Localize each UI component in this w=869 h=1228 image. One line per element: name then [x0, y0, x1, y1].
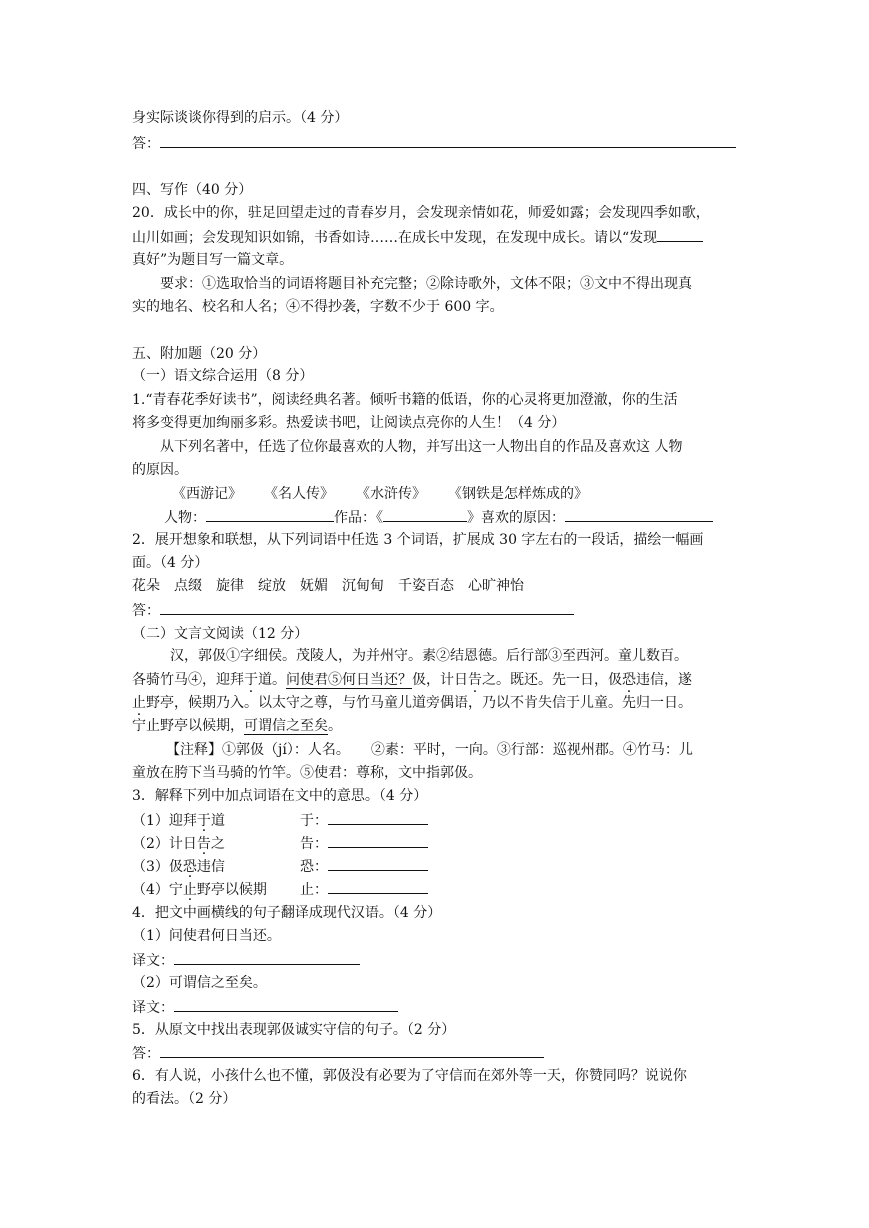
underlined-sentence-2: 可谓信之至矣	[244, 718, 328, 734]
q4-sub-1: （1）问使君何日当还。	[132, 928, 281, 944]
q3-item-4: （4）宁止野亭以候期 止：	[132, 879, 428, 899]
passage-line4: 宁止野亭以候期，可谓信之至矣。	[132, 718, 342, 734]
q4-title: 4．把文中画横线的句子翻译成现代汉语。（4 分）	[132, 905, 442, 921]
answer-blank[interactable]	[160, 600, 574, 615]
work-item: 《水浒传》	[356, 486, 426, 502]
word-item: 沉甸甸	[342, 578, 384, 594]
answer-blank[interactable]	[160, 1043, 544, 1058]
q4-answer-1: 译文：	[132, 950, 360, 970]
q20-line3: 真好”为题目写一篇文章。	[132, 252, 294, 268]
q5-title: 5．从原文中找出表现郭伋诚实守信的句子。（2 分）	[132, 1022, 456, 1038]
title-blank[interactable]	[657, 227, 703, 242]
answer-blank[interactable]	[328, 856, 428, 871]
q5-answer: 答：	[132, 1043, 544, 1063]
section-5-title: 五、附加题（20 分）	[132, 346, 267, 362]
q2-line2: 面。（4 分）	[132, 555, 209, 571]
q6-line2: 的看法。（2 分）	[132, 1091, 237, 1107]
q3-item-1: （1）迎拜于道 于：	[132, 810, 428, 830]
q4-answer-2: 译文：	[132, 997, 398, 1017]
q20-line2: 山川如画；会发现知识如锦，书香如诗……在成长中发现，在发现中成长。请以“发现	[132, 227, 703, 247]
q2-answer: 答：	[132, 600, 574, 620]
q1-answer-row: 人物： 作品：《 》喜欢的原因：	[164, 507, 713, 527]
q3-title: 3．解释下列中加点词语在文中的意思。（4 分）	[132, 788, 428, 804]
works-list	[172, 484, 610, 504]
answer-blank[interactable]	[328, 810, 428, 825]
work-item: 《西游记》	[172, 486, 242, 502]
translation-blank[interactable]	[174, 997, 398, 1012]
q20-req-2: 实的地名、校名和人名；④不得抄袭，字数不少于 600 字。	[132, 299, 504, 315]
q3-item-3: （3）伋恐违信 恐：	[132, 856, 428, 876]
note-line2: 童放在胯下当马骑的竹竿。⑤使君：尊称，文中指郭伋。	[132, 765, 482, 781]
q19-tail: 身实际谈谈你得到的启示。（4 分）	[132, 110, 349, 126]
q4-sub-2: （2）可谓信之至矣。	[132, 975, 267, 991]
work-item: 《钢铁是怎样炼成的》	[448, 486, 588, 502]
q20-req-1: 要求：①选取恰当的词语将题目补充完整；②除诗歌外，文体不限；③文中不得出现真	[160, 276, 692, 292]
q6-line1: 6．有人说，小孩什么也不懂，郭伋没有必要为了守信而在郊外等一天，你赞同吗？说说你	[132, 1068, 687, 1084]
answer-blank[interactable]	[328, 879, 428, 894]
passage-line1: 汉，郭伋①字细侯。茂陵人，为并州守。素②结恩德。后行部③至西河。童儿数百。	[170, 648, 688, 664]
word-item: 花朵	[132, 578, 160, 594]
answer-blank[interactable]	[328, 833, 428, 848]
q1-line2: 将多变得更加绚丽多彩。热爱读书吧，让阅读点亮你的人生！（4 分）	[132, 415, 566, 431]
q2-line1: 2．展开想象和联想，从下列词语中任选 3 个词语，扩展成 30 字左右的一段话，描绘一幅画	[132, 532, 704, 548]
word-item: 旋律	[216, 578, 244, 594]
work-blank[interactable]	[383, 507, 467, 522]
word-item: 绽放	[258, 578, 286, 594]
q1-line4: 的原因。	[132, 462, 188, 478]
translation-blank[interactable]	[174, 950, 360, 965]
part-2-title: （二）文言文阅读（12 分）	[132, 626, 309, 642]
word-item: 点缀	[174, 578, 202, 594]
note-line1: 【注释】①郭伋（jí）：人名。 ②素：平时，一向。③行部：巡视州郡。④竹马：儿	[166, 742, 693, 758]
q3-item-2: （2）计日告之 告：	[132, 833, 428, 853]
reason-blank[interactable]	[565, 507, 713, 522]
underlined-sentence-1: 问使君⑤何日当还？	[286, 672, 412, 688]
q19-answer: 答：	[132, 133, 736, 153]
word-list	[132, 576, 538, 596]
q1-line1: 1.“青春花季好读书”，阅读经典名著。倾听书籍的低语，你的心灵将更加澄澈，你的生活	[132, 392, 678, 408]
work-item: 《名人传》	[264, 486, 334, 502]
character-blank[interactable]	[206, 507, 334, 522]
answer-blank[interactable]	[160, 133, 736, 148]
word-item: 千姿百态	[398, 578, 454, 594]
passage-line3: 止野亭，候期乃入。以太守之尊，与竹马童儿道旁偶语，乃以不肯失信于儿童。先归一日。	[132, 695, 692, 711]
section-4-title: 四、写作（40 分）	[132, 182, 253, 198]
passage-line2: 各骑竹马④，迎拜于道。问使君⑤何日当还？伋，计日告之。既还。先一日，伋恐违信，遂	[132, 672, 692, 688]
q20-line1: 20．成长中的你，驻足回望走过的青春岁月，会发现亲情如花，师爱如露；会发现四季如歌，	[132, 205, 710, 221]
word-item: 心旷神怡	[468, 578, 524, 594]
part-1-title: （一）语文综合运用（8 分）	[132, 368, 314, 384]
q1-line3: 从下列名著中，任选了位你最喜欢的人物，并写出这一人物出自的作品及喜欢这 人物	[160, 439, 683, 455]
word-item: 妩媚	[300, 578, 328, 594]
